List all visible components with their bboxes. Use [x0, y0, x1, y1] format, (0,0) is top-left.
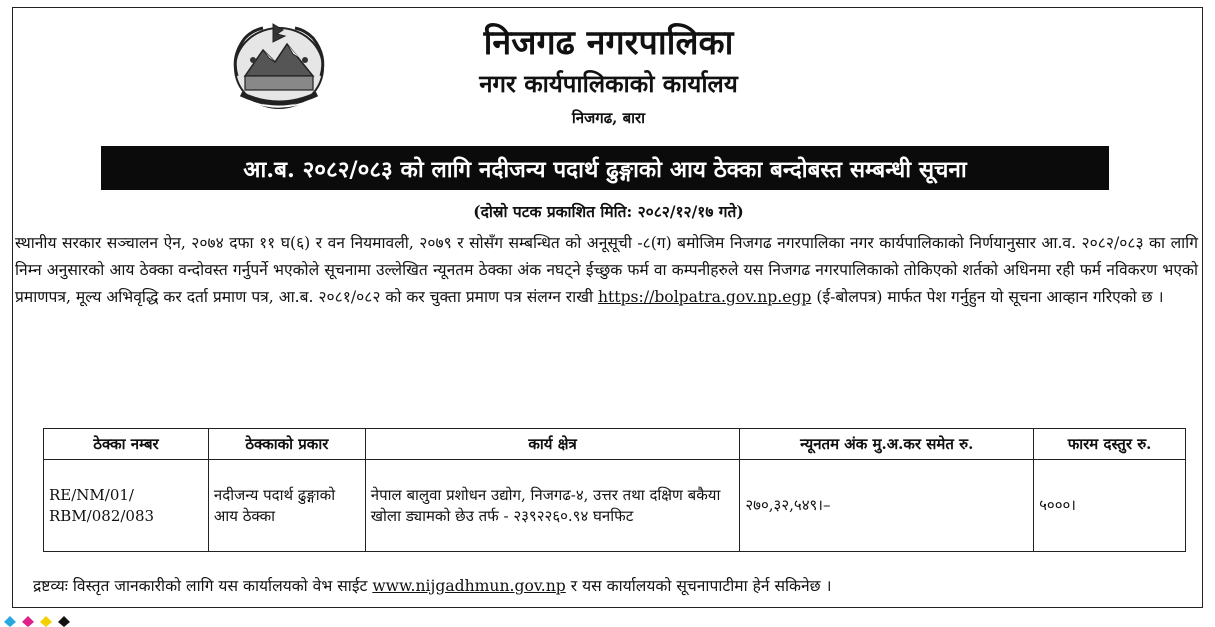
- footnote-text-end: र यस कार्यालयको सूचनापाटीमा हेर्न सकिनेछ ।: [570, 577, 832, 595]
- cell-contract-number: RE/NM/01/ RBM/082/083: [44, 460, 209, 552]
- municipality-title: निजगढ नगरपालिका: [483, 23, 734, 63]
- publication-date: (दोस्रो पटक प्रकाशित मिति: २०८२/१२/१७ गते): [473, 202, 744, 221]
- footnote: [33, 574, 1203, 596]
- paragraph-text-end: (ई-बोलपत्र) मार्फत पेश गर्नुहुन यो सूचना आव्हान गरिएको छ ।: [816, 288, 1164, 306]
- notice-frame: [12, 7, 1203, 608]
- website-link[interactable]: www.nijgadhmun.gov.np: [372, 577, 566, 595]
- bolpatra-link[interactable]: https://bolpatra.gov.np.egp: [598, 288, 812, 306]
- paragraph-text: स्थानीय सरकार सञ्चालन ऐन, २०७४ दफा ११ घ(६) र वन नियमावली, २०७९ र सोसँग सम्बन्धित को अनूसूची -८(ग) बमोजिम निजगढ नगरपालिका नगर कार्यपालिकाको निर्णयानुसार आ.व. २०८२/०८३ का लागि निम्न अनुसारको आय ठेक्का वन्दोवस्त गर्नुपर्ने भएकोले सूचनामा उल्लेखित न्यूनतम ठेक्का अंक नघट्ने ईच्छुक फर्म वा कम्पनीहरुले यस निजगढ नगरपालिकाको तोकिएको शर्तको अधिनमा रही फर्म नविकरण भएको प्रमाणपत्र, मूल्य अभिवृद्धि कर दर्ता प्रमाण पत्र, आ.ब. २०८१/०८२ को कर चुक्ता प्रमाण पत्र संलग्न राखी: [15, 234, 1198, 306]
- cell-min-amount: २७०,३२,५४९।–: [740, 460, 1034, 552]
- notice-paragraph: [15, 230, 1198, 311]
- header-contract-number: ठेक्का नम्बर: [44, 429, 209, 460]
- footnote-text: द्रष्टव्यः विस्तृत जानकारीको लागि यस कार्यालयको वेभ साईट: [33, 577, 368, 595]
- office-subtitle: नगर कार्यपालिकाको कार्यालय: [479, 69, 738, 98]
- header-contract-type: ठेक्काको प्रकार: [208, 429, 365, 460]
- header-work-area: कार्य क्षेत्र: [365, 429, 740, 460]
- table-row: [44, 460, 1186, 552]
- table-header-row: [44, 429, 1186, 460]
- cell-contract-type: नदीजन्य पदार्थ ढुङ्गाको आय ठेक्का: [208, 460, 365, 552]
- office-location: निजगढ, बारा: [571, 109, 646, 127]
- cell-work-area: नेपाल बालुवा प्रशोधन उद्योग, निजगढ-४, उत्तर तथा दक्षिण बकैया खोला ड्यामको छेउ तर्फ - २३९२२६०.९४ घनफिट: [365, 460, 740, 552]
- print-registration-marks-icon: [4, 612, 124, 627]
- tender-table: [43, 428, 1186, 552]
- cell-form-fee: ५०००।: [1034, 460, 1186, 552]
- header-min-amount: न्यूनतम अंक मु.अ.कर समेत रु.: [740, 429, 1034, 460]
- header-form-fee: फारम दस्तुर रु.: [1034, 429, 1186, 460]
- notice-banner: आ.ब. २०८२/०८३ को लागि नदीजन्य पदार्थ ढुङ्गाको आय ठेक्का बन्दोबस्त सम्बन्धी सूचना: [101, 146, 1109, 190]
